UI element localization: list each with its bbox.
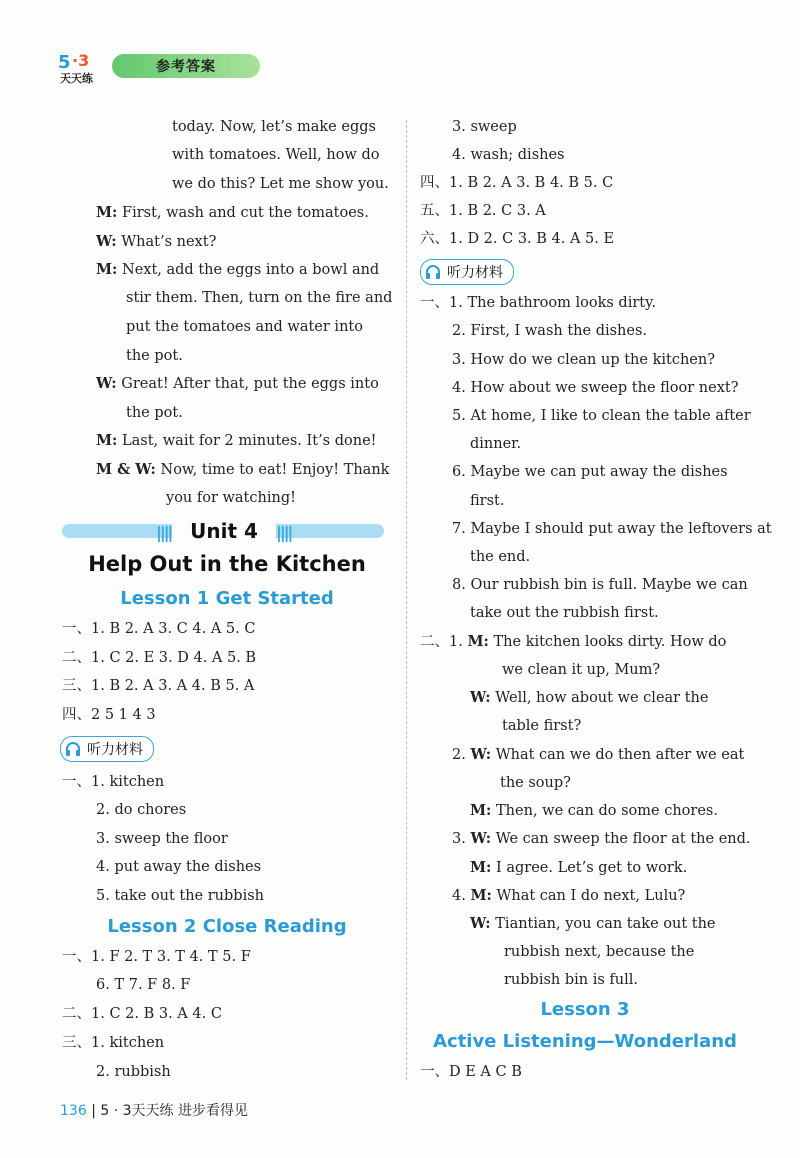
listening-line: table first? bbox=[502, 718, 582, 734]
listening-line: 4. M: What can I do next, Lulu? bbox=[452, 887, 686, 904]
answer-row: 三、1. B 2. A 3. A 4. B 5. A bbox=[62, 678, 255, 694]
dialog-line: W: Great! After that, put the eggs into bbox=[96, 375, 379, 392]
lesson2-title: Lesson 2 Close Reading bbox=[107, 916, 347, 937]
listening-line: 5. take out the rubbish bbox=[96, 888, 265, 904]
listening-line: 5. At home, I like to clean the table after bbox=[452, 408, 751, 424]
listening-line: 2. W: What can we do then after we eat bbox=[452, 746, 745, 763]
answer-row: 一、1. B 2. A 3. C 4. A 5. C bbox=[62, 621, 256, 637]
answer-row: 2. rubbish bbox=[96, 1064, 171, 1080]
lesson3-title: Lesson 3 bbox=[540, 999, 630, 1020]
listening-line: 2. First, I wash the dishes. bbox=[452, 323, 648, 339]
listening-line: 一、1. The bathroom looks dirty. bbox=[420, 295, 656, 311]
page-footer bbox=[60, 1100, 248, 1120]
listening-line: 7. Maybe I should put away the leftovers at bbox=[452, 521, 772, 537]
dialog-line: today. Now, let’s make eggs bbox=[172, 119, 376, 135]
stripe-decor-icon: |||| bbox=[156, 523, 172, 542]
unit-subtitle: Help Out in the Kitchen bbox=[88, 552, 366, 576]
listening-line: 6. Maybe we can put away the dishes bbox=[452, 464, 728, 480]
listening-line: rubbish next, because the bbox=[504, 944, 695, 960]
answer-row: 四、2 5 1 4 3 bbox=[62, 707, 156, 723]
answer-row: 二、1. C 2. E 3. D 4. A 5. B bbox=[62, 650, 257, 666]
lesson1-title: Lesson 1 Get Started bbox=[120, 588, 334, 609]
dialog-line: W: What’s next? bbox=[96, 233, 217, 250]
dialog-line: M: First, wash and cut the tomatoes. bbox=[96, 204, 369, 221]
listening-line: 4. How about we sweep the floor next? bbox=[452, 380, 739, 396]
answer-row: 一、D E A C B bbox=[420, 1064, 522, 1080]
listening-line: the end. bbox=[470, 549, 531, 565]
dialog-line: we do this? Let me show you. bbox=[172, 176, 389, 192]
listening-line: first. bbox=[470, 493, 505, 509]
headphones-icon bbox=[65, 741, 81, 757]
answer-row: 四、1. B 2. A 3. B 4. B 5. C bbox=[420, 175, 614, 191]
svg-text:天天练: 天天练 bbox=[60, 72, 93, 85]
listening-line: 3. W: We can sweep the floor at the end. bbox=[452, 830, 751, 847]
headphones-icon bbox=[425, 264, 441, 280]
answer-row: 6. T 7. F 8. F bbox=[96, 977, 191, 993]
lesson3-subtitle: Active Listening—Wonderland bbox=[433, 1031, 737, 1052]
listening-line: dinner. bbox=[470, 436, 522, 452]
listening-material-label: 听力材料 bbox=[420, 259, 514, 285]
svg-text:·3: ·3 bbox=[72, 51, 90, 70]
dialog-line: M & W: Now, time to eat! Enjoy! Thank bbox=[96, 461, 390, 478]
answer-row: 4. wash; dishes bbox=[452, 147, 565, 163]
answer-row: 五、1. B 2. C 3. A bbox=[420, 203, 546, 219]
answer-key-badge: 参考答案 bbox=[112, 54, 260, 78]
book-name: 5 · 3天天练 进步看得见 bbox=[100, 1103, 248, 1119]
dialog-line: put the tomatoes and water into bbox=[126, 319, 363, 335]
unit-heading-bar bbox=[62, 517, 384, 545]
footer-separator: | bbox=[91, 1103, 96, 1119]
listening-line: the soup? bbox=[500, 775, 571, 791]
svg-text:5: 5 bbox=[58, 52, 71, 73]
listening-line: 3. sweep the floor bbox=[96, 831, 228, 847]
answer-row: 六、1. D 2. C 3. B 4. A 5. E bbox=[420, 231, 615, 247]
listening-line: M: I agree. Let’s get to work. bbox=[470, 859, 688, 876]
listening-line: W: Tiantian, you can take out the bbox=[470, 915, 716, 932]
listening-line: W: Well, how about we clear the bbox=[470, 689, 709, 706]
column-divider bbox=[406, 120, 407, 1080]
brand-logo-icon bbox=[56, 50, 102, 86]
answer-row: 二、1. C 2. B 3. A 4. C bbox=[62, 1006, 222, 1022]
answer-row: 3. sweep bbox=[452, 119, 517, 135]
listening-line: we clean it up, Mum? bbox=[502, 662, 661, 678]
page-number: 136 bbox=[60, 1103, 87, 1119]
dialog-line: the pot. bbox=[126, 348, 183, 364]
listening-line: 8. Our rubbish bin is full. Maybe we can bbox=[452, 577, 748, 593]
listening-material-label: 听力材料 bbox=[60, 736, 154, 762]
listening-line: 2. do chores bbox=[96, 802, 187, 818]
listening-line: 一、1. kitchen bbox=[62, 774, 165, 790]
stripe-decor-icon: |||| bbox=[276, 523, 292, 542]
dialog-line: M: Next, add the eggs into a bowl and bbox=[96, 261, 380, 278]
dialog-line: stir them. Then, turn on the fire and bbox=[126, 290, 393, 306]
dialog-line: the pot. bbox=[126, 405, 183, 421]
dialog-line: you for watching! bbox=[166, 490, 296, 506]
unit-title: Unit 4 bbox=[172, 517, 276, 545]
dialog-line: M: Last, wait for 2 minutes. It’s done! bbox=[96, 432, 377, 449]
answer-row: 三、1. kitchen bbox=[62, 1035, 165, 1051]
listening-line: 4. put away the dishes bbox=[96, 859, 262, 875]
listening-line: take out the rubbish first. bbox=[470, 605, 659, 621]
listening-line: 二、1. M: The kitchen looks dirty. How do bbox=[420, 633, 727, 650]
answer-row: 一、1. F 2. T 3. T 4. T 5. F bbox=[62, 949, 251, 965]
listening-line: rubbish bin is full. bbox=[504, 972, 639, 988]
listening-line: 3. How do we clean up the kitchen? bbox=[452, 352, 715, 368]
dialog-line: with tomatoes. Well, how do bbox=[172, 147, 380, 163]
listening-line: M: Then, we can do some chores. bbox=[470, 802, 718, 819]
